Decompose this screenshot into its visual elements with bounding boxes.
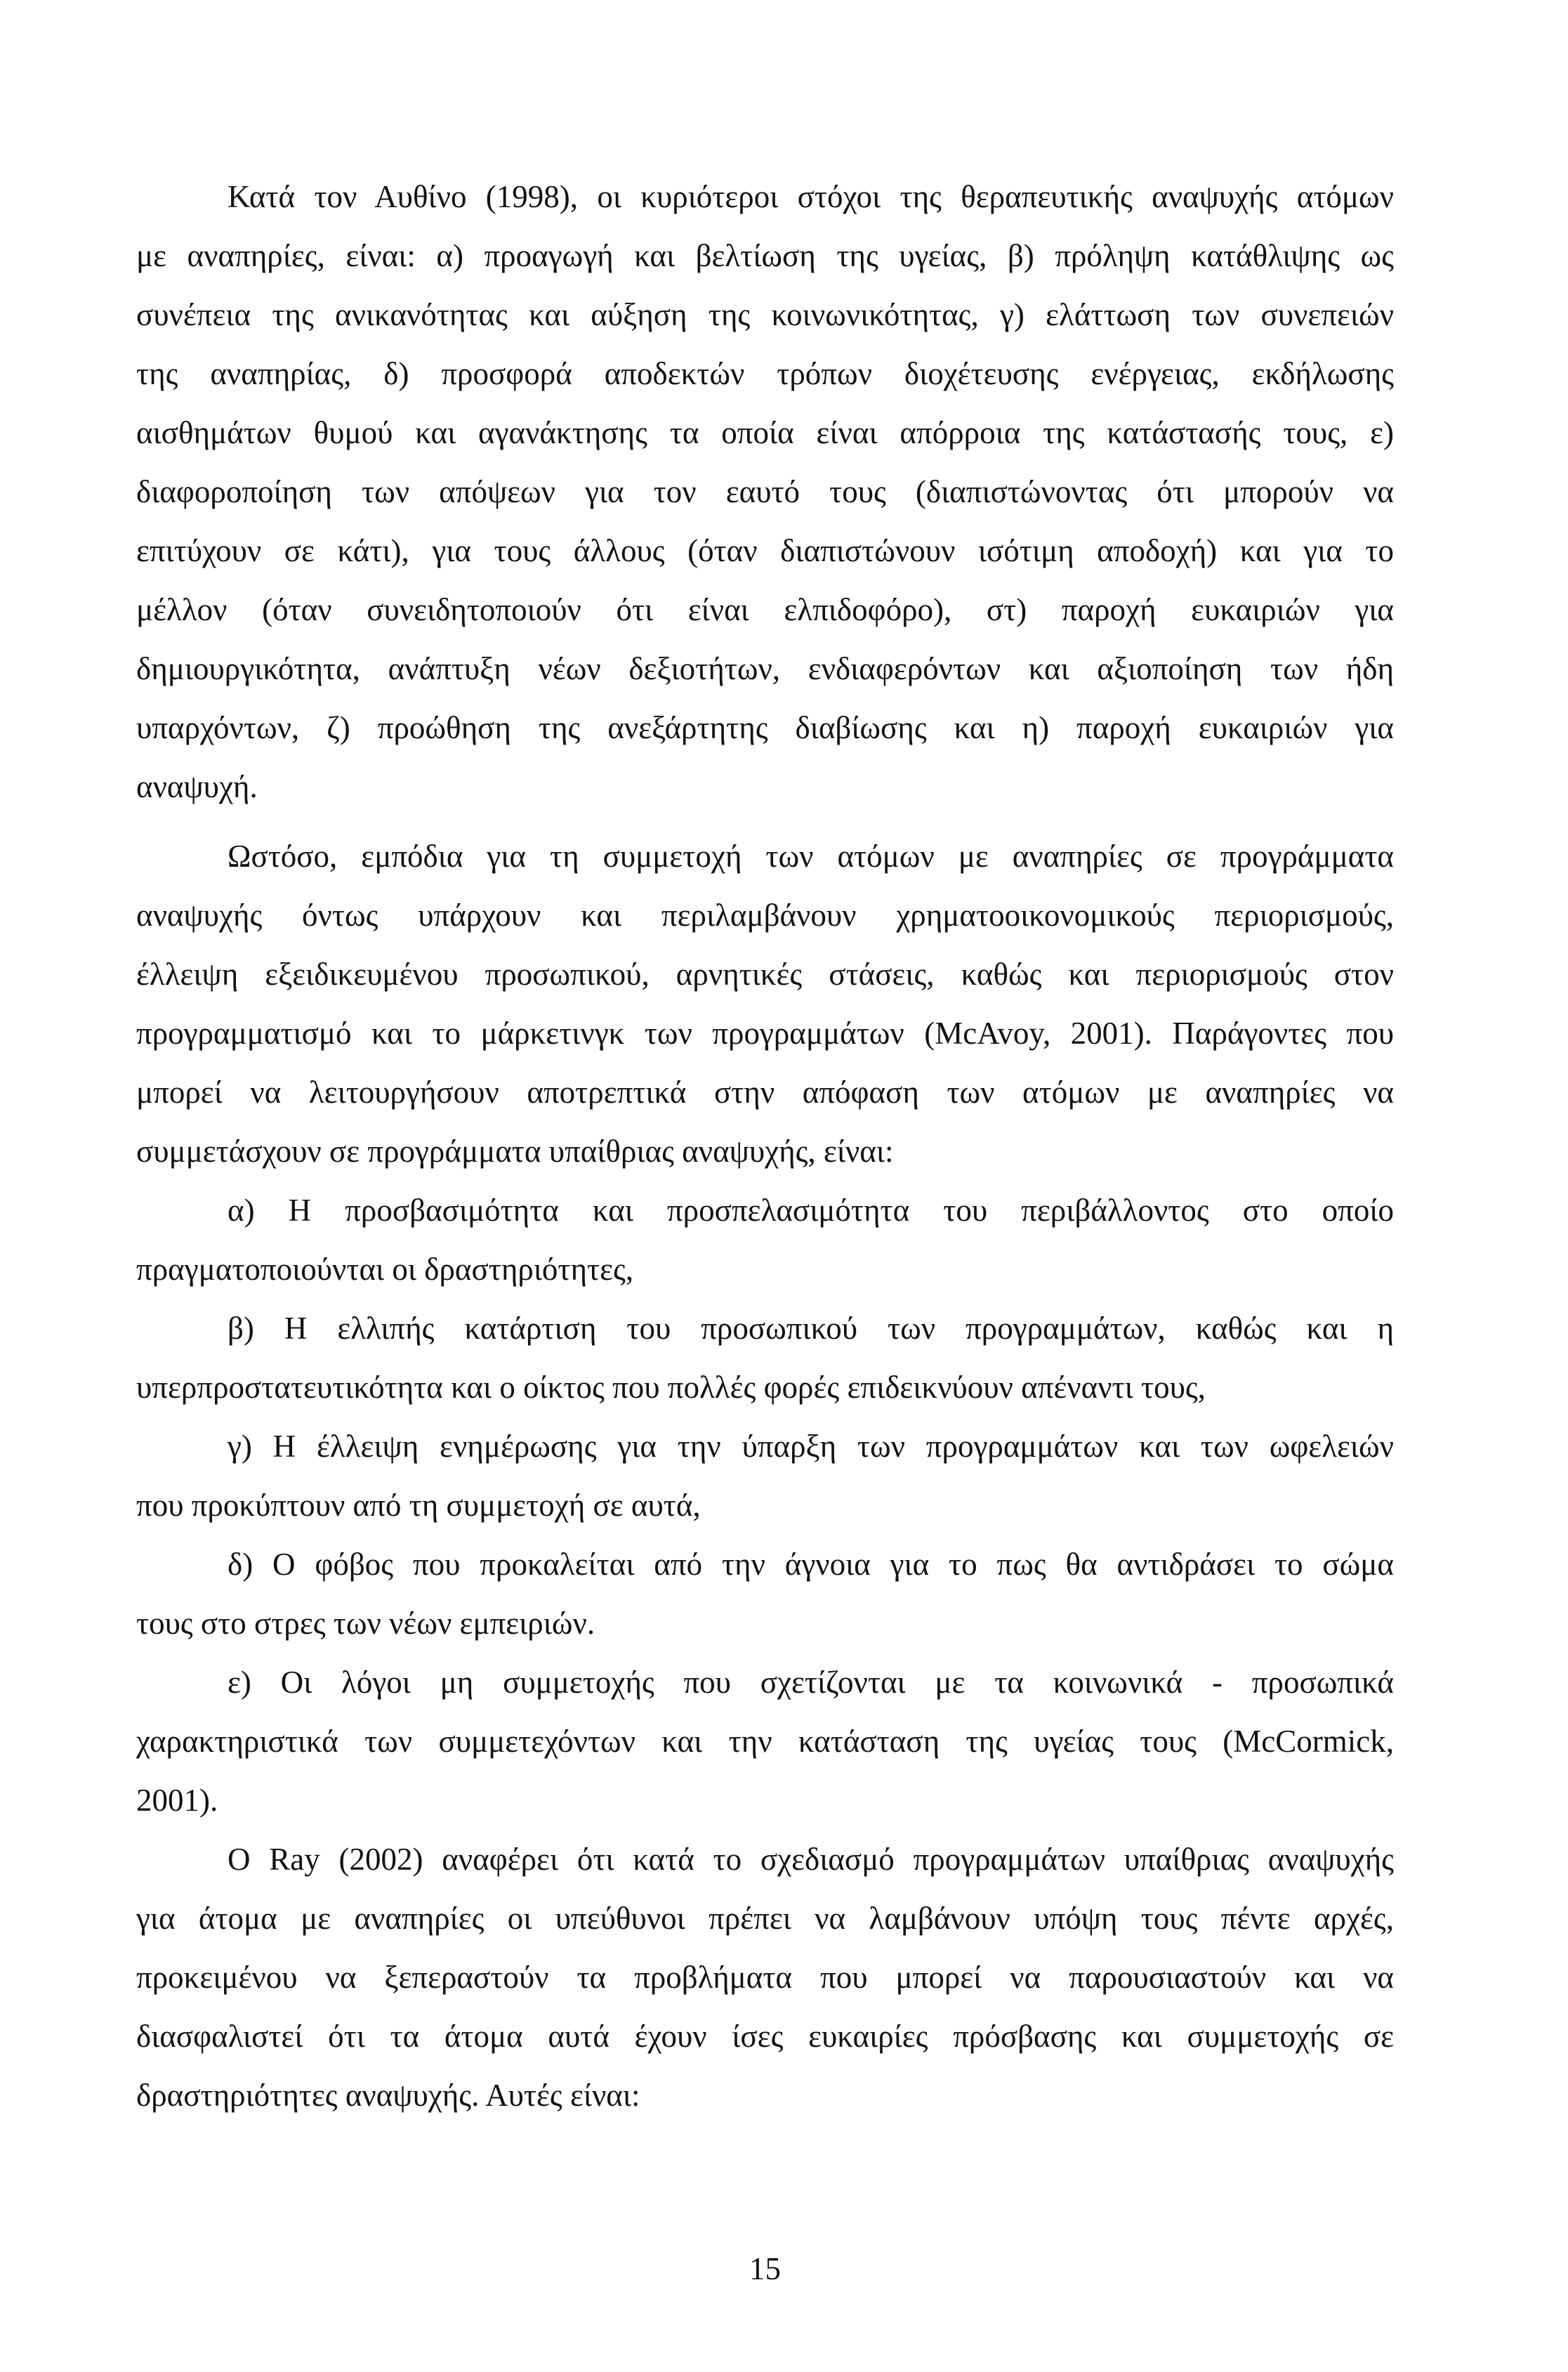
text-line: δ) Ο φόβος που προκαλείται από την άγνοια για το πως θα αντιδράσει το σώμα bbox=[228, 1547, 1394, 1582]
text-line: δημιουργικότητα, ανάπτυξη νέων δεξιοτήτων, ενδιαφερόντων και αξιοποίηση των ήδη bbox=[136, 651, 1394, 686]
list-item-social-personal-factors bbox=[136, 1653, 1394, 1830]
paragraph-participation-barriers bbox=[136, 827, 1394, 1181]
page-number: 15 bbox=[749, 2251, 781, 2286]
text-line: β) Η ελλιπής κατάρτιση του προσωπικού των προγραμμάτων, καθώς και η bbox=[228, 1311, 1394, 1346]
text-line: με αναπηρίες, είναι: α) προαγωγή και βελτίωση της υγείας, β) πρόληψη κατάθλιψης ως bbox=[136, 238, 1394, 273]
text-line: Ωστόσο, εμπόδια για τη συμμετοχή των ατόμων με αναπηρίες σε προγράμματα bbox=[228, 839, 1394, 874]
text-line: Ο Ray (2002) αναφέρει ότι κατά το σχεδιασμό προγραμμάτων υπαίθριας αναψυχής bbox=[228, 1842, 1394, 1877]
text-line: που προκύπτουν από τη συμμετοχή σε αυτά, bbox=[136, 1488, 701, 1523]
text-line: προκειμένου να ξεπεραστούν τα προβλήματα που μπορεί να παρουσιαστούν και να bbox=[136, 1960, 1394, 1995]
text-line: συνέπεια της ανικανότητας και αύξηση της κοινωνικότητας, γ) ελάττωση των συνεπειών bbox=[136, 297, 1394, 332]
text-line: αισθημάτων θυμού και αγανάκτησης τα οποία είναι απόρροια της κατάστασής τους, ε) bbox=[136, 415, 1394, 450]
text-line: έλλειψη εξειδικευμένου προσωπικού, αρνητικές στάσεις, καθώς και περιορισμούς στον bbox=[136, 957, 1394, 992]
text-line: μπορεί να λειτουργήσουν αποτρεπτικά στην απόφαση των ατόμων με αναπηρίες να bbox=[136, 1075, 1394, 1110]
text-line: δραστηριότητες αναψυχής. Αυτές είναι: bbox=[136, 2078, 640, 2113]
text-line: ε) Οι λόγοι μη συμμετοχής που σχετίζονται με τα κοινωνικά - προσωπικά bbox=[228, 1665, 1394, 1700]
list-item-accessibility bbox=[136, 1181, 1394, 1299]
list-item-lack-of-information bbox=[136, 1417, 1394, 1535]
text-line: υπαρχόντων, ζ) προώθηση της ανεξάρτητης διαβίωσης και η) παροχή ευκαιριών για bbox=[136, 710, 1394, 745]
text-line: τους στο στρες των νέων εμπειριών. bbox=[136, 1606, 595, 1641]
paragraph-therapeutic-recreation-goals bbox=[136, 167, 1394, 816]
text-line: α) Η προσβασιμότητα και προσπελασιμότητα του περιβάλλοντος στο οποίο bbox=[228, 1193, 1394, 1228]
list-item-staff-training bbox=[136, 1299, 1394, 1417]
text-line: διασφαλιστεί ότι τα άτομα αυτά έχουν ίσες ευκαιρίες πρόσβασης και συμμετοχής σε bbox=[136, 2019, 1394, 2054]
text-line: Κατά τον Αυθίνο (1998), οι κυριότεροι στόχοι της θεραπευτικής αναψυχής ατόμων bbox=[228, 179, 1394, 214]
text-line: για άτομα με αναπηρίες οι υπεύθυνοι πρέπει να λαμβάνουν υπόψη τους πέντε αρχές, bbox=[136, 1901, 1394, 1936]
text-line: της αναπηρίας, δ) προσφορά αποδεκτών τρόπων διοχέτευσης ενέργειας, εκδήλωσης bbox=[136, 356, 1394, 391]
text-line: αναψυχής όντως υπάρχουν και περιλαμβάνουν χρηματοοικονομικούς περιορισμούς, bbox=[136, 898, 1394, 933]
paragraph-ray-principles bbox=[136, 1830, 1394, 2125]
text-line: συμμετάσχουν σε προγράμματα υπαίθριας αναψυχής, είναι: bbox=[136, 1134, 894, 1169]
text-line: επιτύχουν σε κάτι), για τους άλλους (όταν διαπιστώνουν ισότιμη αποδοχή) και για το bbox=[136, 533, 1394, 568]
text-line: προγραμματισμό και το μάρκετινγκ των προγραμμάτων (McAvoy, 2001). Παράγοντες που bbox=[136, 1016, 1394, 1051]
body-text bbox=[136, 167, 1394, 2125]
text-line: πραγματοποιούνται οι δραστηριότητες, bbox=[136, 1252, 634, 1287]
list-item-fear bbox=[136, 1535, 1394, 1653]
text-line: υπερπροστατευτικότητα και ο οίκτος που πολλές φορές επιδεικνύουν απέναντι τους, bbox=[136, 1370, 1206, 1405]
text-line: 2001). bbox=[136, 1783, 218, 1818]
text-line: μέλλον (όταν συνειδητοποιούν ότι είναι ελπιδοφόρο), στ) παροχή ευκαιριών για bbox=[136, 592, 1394, 627]
text-line: αναψυχή. bbox=[136, 769, 258, 804]
text-line: διαφοροποίηση των απόψεων για τον εαυτό τους (διαπιστώνοντας ότι μπορούν να bbox=[136, 474, 1394, 509]
text-line: χαρακτηριστικά των συμμετεχόντων και την κατάσταση της υγείας τους (McCormick, bbox=[136, 1724, 1394, 1759]
text-line: γ) Η έλλειψη ενημέρωσης για την ύπαρξη των προγραμμάτων και των ωφελειών bbox=[228, 1429, 1394, 1464]
